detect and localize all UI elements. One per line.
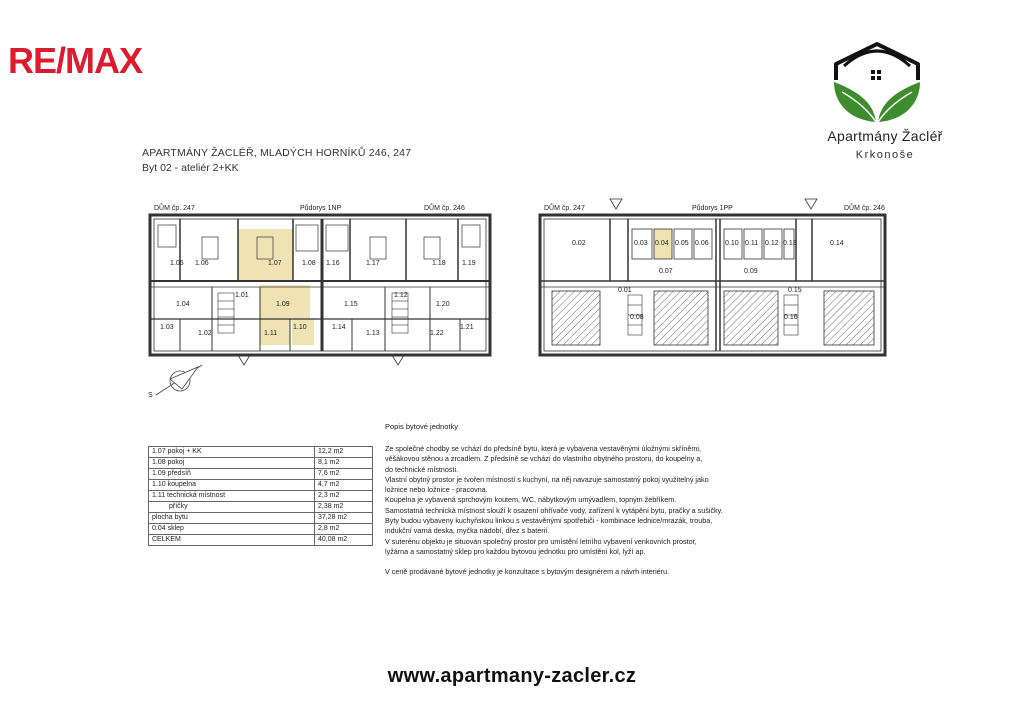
description-line: do technické místnosti. bbox=[385, 464, 459, 474]
svg-text:0.09: 0.09 bbox=[744, 268, 758, 275]
svg-text:0.08: 0.08 bbox=[630, 314, 644, 321]
svg-text:0.13: 0.13 bbox=[783, 240, 797, 247]
area-room-name: 1.07 pokoj + KK bbox=[149, 447, 315, 458]
area-room-value: 2,38 m2 bbox=[315, 502, 373, 513]
svg-text:1.17: 1.17 bbox=[366, 260, 380, 267]
area-table-row bbox=[149, 458, 373, 469]
plan-1np-house-left: DŮM čp. 247 bbox=[154, 205, 195, 212]
brand-subtitle: Krkonoše bbox=[855, 149, 915, 161]
description-line: Ze společné chodby se vchází do předsíně bytu, která je vybavena vestavěnými úložnými skříněmi, bbox=[385, 444, 702, 453]
north-arrow-icon bbox=[156, 365, 202, 395]
floor-plan-1pp bbox=[540, 199, 885, 355]
svg-text:0.03: 0.03 bbox=[634, 240, 648, 247]
area-room-name: 1.08 pokoj bbox=[149, 458, 315, 469]
website-link[interactable]: www.apartmany-zacler.cz bbox=[387, 665, 637, 687]
description-line: Vlastní obytný prostor je tvořen místností s kuchyní, na něj navazuje samostatný pokoj využitelný jako bbox=[385, 474, 709, 484]
house-leaves-logo bbox=[822, 40, 932, 125]
plan-1pp-house-right: DŮM čp. 246 bbox=[844, 205, 885, 212]
document-subtitle: Byt 02 - ateliér 2+KK bbox=[142, 162, 239, 174]
compass-label: S bbox=[148, 392, 153, 399]
description-line: indukční varná deska, myčka nádobí, dřez s baterií. bbox=[385, 526, 550, 536]
svg-text:1.03: 1.03 bbox=[160, 324, 174, 331]
area-room-name: CELKEM bbox=[149, 535, 315, 546]
svg-text:0.16: 0.16 bbox=[784, 314, 798, 321]
description-line: Samostatná technická místnost slouží k osazení ohřívače vody, zařízení k vytápění bytu, pračky a sušičky. bbox=[385, 505, 723, 515]
area-room-value: 8,1 m2 bbox=[315, 458, 373, 469]
area-table-row bbox=[149, 502, 373, 513]
description-line: lyžárna a samostatný sklep pro každou bytovou jednotku pro umístění kol, lyží ap. bbox=[385, 546, 646, 556]
svg-text:1.14: 1.14 bbox=[332, 324, 346, 331]
area-table-row bbox=[149, 480, 373, 491]
document-title: APARTMÁNY ŽACLÉŘ, MLADÝCH HORNÍKŮ 246, 247 bbox=[142, 147, 412, 159]
description-line: V suterénu objektu je situován společný prostor pro umístění letního vybavení venkovních prostor, bbox=[385, 536, 697, 546]
description-line: věšákovou stěnou a zrcadlem. Z předsíně se vchází do vlastního obytného prostoru, do koupelny a, bbox=[385, 454, 703, 464]
area-room-value: 2,8 m2 bbox=[315, 524, 373, 535]
svg-text:1.10: 1.10 bbox=[293, 324, 307, 331]
area-room-value: 40,08 m2 bbox=[315, 535, 373, 546]
svg-text:0.14: 0.14 bbox=[830, 240, 844, 247]
svg-text:1.06: 1.06 bbox=[195, 260, 209, 267]
svg-text:1.18: 1.18 bbox=[432, 260, 446, 267]
svg-text:0.15: 0.15 bbox=[788, 287, 802, 294]
svg-text:1.21: 1.21 bbox=[460, 324, 474, 331]
area-room-value: 2,3 m2 bbox=[315, 491, 373, 502]
area-table-row bbox=[149, 535, 373, 546]
svg-text:0.04: 0.04 bbox=[655, 240, 669, 247]
area-room-value: 7,6 m2 bbox=[315, 469, 373, 480]
area-room-value: 4,7 m2 bbox=[315, 480, 373, 491]
area-table-row bbox=[149, 491, 373, 502]
svg-text:1.02: 1.02 bbox=[198, 330, 212, 337]
svg-text:1.12: 1.12 bbox=[394, 292, 408, 299]
area-room-value: 12,2 m2 bbox=[315, 447, 373, 458]
svg-text:0.06: 0.06 bbox=[695, 240, 709, 247]
svg-text:0.10: 0.10 bbox=[725, 240, 739, 247]
svg-text:1.01: 1.01 bbox=[235, 292, 249, 299]
floor-plans bbox=[140, 195, 900, 400]
svg-text:1.22: 1.22 bbox=[430, 330, 444, 337]
plan-1np-room-labels bbox=[160, 260, 476, 337]
area-table-row bbox=[149, 447, 373, 458]
svg-text:0.12: 0.12 bbox=[765, 240, 779, 247]
svg-text:0.11: 0.11 bbox=[745, 240, 759, 247]
area-room-name: 1.10 koupelna bbox=[149, 480, 315, 491]
area-room-value: 37,28 m2 bbox=[315, 513, 373, 524]
svg-text:1.09: 1.09 bbox=[276, 301, 290, 308]
svg-text:1.08: 1.08 bbox=[302, 260, 316, 267]
floor-plan-1np bbox=[150, 215, 490, 365]
area-room-name: 1.11 technická místnost bbox=[149, 491, 315, 502]
svg-text:0.01: 0.01 bbox=[618, 287, 632, 294]
svg-text:1.20: 1.20 bbox=[436, 301, 450, 308]
description-title: Popis bytové jednotky bbox=[385, 422, 458, 431]
description-line: Koupelna je vybavená sprchovým koutem, WC, nábytkovým umývadlem, topným žebříkem. bbox=[385, 495, 677, 505]
area-room-name: 0.04 sklep bbox=[149, 524, 315, 535]
svg-text:1.05: 1.05 bbox=[170, 260, 184, 267]
svg-text:1.16: 1.16 bbox=[326, 260, 340, 267]
svg-text:0.05: 0.05 bbox=[675, 240, 689, 247]
area-room-name: 1.09 předsíň bbox=[149, 469, 315, 480]
area-table-row bbox=[149, 469, 373, 480]
description-text bbox=[385, 444, 765, 578]
svg-text:0.02: 0.02 bbox=[572, 240, 586, 247]
area-room-name: příčky bbox=[149, 502, 315, 513]
svg-text:0.07: 0.07 bbox=[659, 268, 673, 275]
brand-name: Apartmány Žacléř bbox=[827, 128, 943, 144]
plan-1pp-label: Půdorys 1PP bbox=[692, 205, 733, 212]
svg-text:1.11: 1.11 bbox=[264, 330, 278, 337]
svg-text:1.15: 1.15 bbox=[344, 301, 358, 308]
area-table-row bbox=[149, 513, 373, 524]
remax-logo bbox=[8, 40, 168, 80]
svg-text:1.07: 1.07 bbox=[268, 260, 282, 267]
remax-logo-text: RE/MAX bbox=[8, 40, 143, 80]
svg-text:1.19: 1.19 bbox=[462, 260, 476, 267]
description-line: ložnice nebo ložnice - pracovna. bbox=[385, 485, 488, 495]
area-room-name: plocha bytu bbox=[149, 513, 315, 524]
svg-text:1.04: 1.04 bbox=[176, 301, 190, 308]
plan-1np-house-right: DŮM čp. 246 bbox=[424, 205, 465, 212]
svg-text:1.13: 1.13 bbox=[366, 330, 380, 337]
plan-1np-label: Půdorys 1NP bbox=[300, 205, 342, 212]
description-last-line: V ceně prodávané bytové jednotky je konzultace s bytovým designérem a návrh interiéru. bbox=[385, 567, 670, 577]
area-table bbox=[148, 446, 373, 546]
area-table-row bbox=[149, 524, 373, 535]
description-line: Byty budou vybaveny kuchyňskou linkou s vestavěnými spotřebiči - kombinace lednice/mrazák, trouba, bbox=[385, 516, 713, 526]
plan-1pp-house-left: DŮM čp. 247 bbox=[544, 205, 585, 212]
